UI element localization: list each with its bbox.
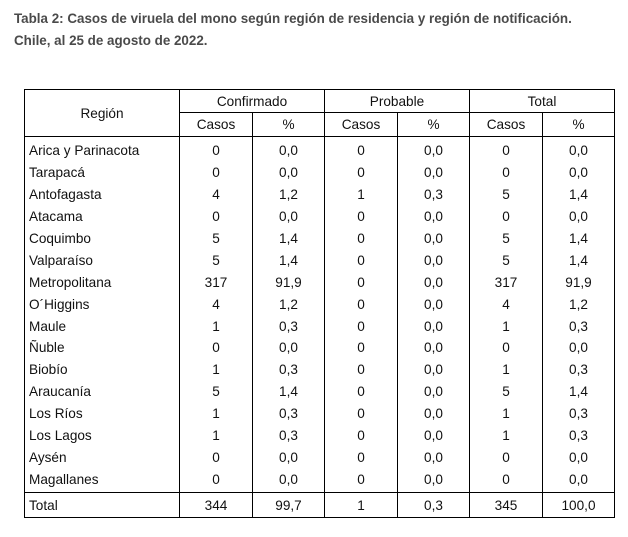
cell-tot-pct: 0,0 (543, 137, 615, 162)
cell-conf-casos: 1 (180, 403, 253, 425)
cell-prob-pct: 0,0 (398, 162, 470, 184)
header-confirmado: Confirmado (180, 90, 325, 113)
header-conf-casos: Casos (180, 113, 253, 137)
cell-prob-casos: 0 (325, 315, 398, 337)
cell-tot-pct: 0,0 (543, 206, 615, 228)
cell-conf-pct: 0,0 (253, 337, 325, 359)
cell-tot-casos: 1 (470, 425, 543, 447)
total-tot-casos: 345 (470, 493, 543, 518)
cell-conf-casos: 5 (180, 228, 253, 250)
header-prob-pct: % (398, 113, 470, 137)
cell-prob-casos: 0 (325, 249, 398, 271)
table-row (25, 403, 615, 425)
table-row (25, 315, 615, 337)
cell-conf-casos: 0 (180, 468, 253, 492)
cell-tot-pct: 0,0 (543, 337, 615, 359)
cell-tot-casos: 317 (470, 271, 543, 293)
table-row (25, 468, 615, 492)
cell-conf-casos: 0 (180, 446, 253, 468)
cell-prob-pct: 0,0 (398, 315, 470, 337)
header-region: Región (25, 90, 180, 137)
cell-prob-pct: 0,0 (398, 137, 470, 162)
cell-tot-pct: 1,4 (543, 381, 615, 403)
cell-prob-pct: 0,0 (398, 359, 470, 381)
cell-prob-pct: 0,0 (398, 403, 470, 425)
table-row (25, 446, 615, 468)
cell-prob-pct: 0,0 (398, 293, 470, 315)
cell-tot-casos: 4 (470, 293, 543, 315)
cell-conf-casos: 1 (180, 315, 253, 337)
cell-prob-pct: 0,3 (398, 184, 470, 206)
cell-tot-pct: 1,4 (543, 184, 615, 206)
cell-tot-pct: 1,4 (543, 228, 615, 250)
cell-tot-pct: 0,3 (543, 425, 615, 447)
cell-prob-casos: 0 (325, 381, 398, 403)
cell-conf-pct: 0,3 (253, 425, 325, 447)
cell-conf-pct: 0,0 (253, 446, 325, 468)
table-body (25, 137, 615, 493)
cell-region: Valparaíso (25, 249, 180, 271)
table-row (25, 271, 615, 293)
cell-prob-casos: 0 (325, 403, 398, 425)
total-prob-pct: 0,3 (398, 493, 470, 518)
total-conf-casos: 344 (180, 493, 253, 518)
table-row (25, 293, 615, 315)
cell-prob-pct: 0,0 (398, 206, 470, 228)
cell-tot-pct: 91,9 (543, 271, 615, 293)
caption-line-2: Chile, al 25 de agosto de 2022. (14, 33, 208, 48)
cell-conf-casos: 4 (180, 184, 253, 206)
cell-tot-casos: 0 (470, 137, 543, 162)
cell-tot-casos: 5 (470, 184, 543, 206)
cell-region: Magallanes (25, 468, 180, 492)
header-probable: Probable (325, 90, 470, 113)
cell-tot-casos: 0 (470, 468, 543, 492)
cell-tot-casos: 0 (470, 446, 543, 468)
total-row (25, 493, 615, 518)
cell-region: Biobío (25, 359, 180, 381)
cell-conf-casos: 5 (180, 381, 253, 403)
cell-prob-pct: 0,0 (398, 381, 470, 403)
cell-region: Los Lagos (25, 425, 180, 447)
total-prob-casos: 1 (325, 493, 398, 518)
cell-prob-casos: 0 (325, 359, 398, 381)
cell-tot-casos: 0 (470, 162, 543, 184)
cell-prob-casos: 0 (325, 337, 398, 359)
cell-conf-casos: 0 (180, 162, 253, 184)
table-header (25, 90, 615, 137)
cell-conf-pct: 0,0 (253, 468, 325, 492)
cell-tot-pct: 0,0 (543, 468, 615, 492)
cell-conf-pct: 0,3 (253, 359, 325, 381)
cell-prob-casos: 0 (325, 162, 398, 184)
cell-tot-pct: 0,0 (543, 446, 615, 468)
cell-region: Ñuble (25, 337, 180, 359)
cell-tot-pct: 1,4 (543, 249, 615, 271)
cell-conf-casos: 1 (180, 425, 253, 447)
cell-conf-casos: 4 (180, 293, 253, 315)
header-prob-casos: Casos (325, 113, 398, 137)
cell-conf-casos: 0 (180, 337, 253, 359)
cell-prob-pct: 0,0 (398, 228, 470, 250)
cell-conf-pct: 1,2 (253, 293, 325, 315)
table-row (25, 206, 615, 228)
cell-prob-pct: 0,0 (398, 337, 470, 359)
cell-region: Aysén (25, 446, 180, 468)
table-row (25, 137, 615, 162)
cell-conf-pct: 1,4 (253, 381, 325, 403)
cell-tot-casos: 1 (470, 403, 543, 425)
cell-prob-casos: 0 (325, 293, 398, 315)
cell-conf-pct: 1,4 (253, 249, 325, 271)
cell-conf-pct: 0,0 (253, 206, 325, 228)
table-row (25, 162, 615, 184)
cell-conf-pct: 1,4 (253, 228, 325, 250)
total-label: Total (25, 493, 180, 518)
cell-prob-pct: 0,0 (398, 446, 470, 468)
cell-prob-casos: 0 (325, 425, 398, 447)
cell-prob-pct: 0,0 (398, 249, 470, 271)
cell-conf-casos: 1 (180, 359, 253, 381)
cell-conf-pct: 0,0 (253, 162, 325, 184)
cell-prob-pct: 0,0 (398, 468, 470, 492)
header-tot-casos: Casos (470, 113, 543, 137)
cases-table (24, 89, 615, 518)
cell-tot-pct: 0,3 (543, 403, 615, 425)
header-total: Total (470, 90, 615, 113)
table-caption (14, 8, 620, 52)
cell-tot-pct: 0,3 (543, 359, 615, 381)
cell-prob-casos: 0 (325, 271, 398, 293)
cell-region: Maule (25, 315, 180, 337)
cell-tot-casos: 0 (470, 337, 543, 359)
cell-prob-pct: 0,0 (398, 271, 470, 293)
cell-prob-casos: 0 (325, 206, 398, 228)
cell-prob-casos: 1 (325, 184, 398, 206)
cell-tot-casos: 0 (470, 206, 543, 228)
cell-region: Metropolitana (25, 271, 180, 293)
cell-prob-casos: 0 (325, 468, 398, 492)
cell-conf-pct: 0,3 (253, 315, 325, 337)
caption-line-1: Tabla 2: Casos de viruela del mono según región de residencia y región de notificación. (14, 11, 572, 26)
cell-conf-casos: 317 (180, 271, 253, 293)
cell-region: O´Higgins (25, 293, 180, 315)
table-row (25, 249, 615, 271)
table-row (25, 425, 615, 447)
cell-prob-pct: 0,0 (398, 425, 470, 447)
cell-region: Araucanía (25, 381, 180, 403)
table-footer (25, 493, 615, 518)
cell-conf-casos: 5 (180, 249, 253, 271)
table-row (25, 228, 615, 250)
table-row (25, 337, 615, 359)
cell-tot-casos: 1 (470, 359, 543, 381)
cell-tot-casos: 1 (470, 315, 543, 337)
cell-region: Coquimbo (25, 228, 180, 250)
cell-tot-pct: 0,0 (543, 162, 615, 184)
cell-tot-pct: 0,3 (543, 315, 615, 337)
cell-conf-pct: 91,9 (253, 271, 325, 293)
table-row (25, 381, 615, 403)
header-conf-pct: % (253, 113, 325, 137)
cell-tot-pct: 1,2 (543, 293, 615, 315)
header-tot-pct: % (543, 113, 615, 137)
table-row (25, 184, 615, 206)
table-row (25, 359, 615, 381)
cell-prob-casos: 0 (325, 137, 398, 162)
cell-prob-casos: 0 (325, 446, 398, 468)
cell-region: Los Ríos (25, 403, 180, 425)
cell-region: Tarapacá (25, 162, 180, 184)
cell-tot-casos: 5 (470, 249, 543, 271)
cell-tot-casos: 5 (470, 381, 543, 403)
total-tot-pct: 100,0 (543, 493, 615, 518)
cell-conf-pct: 1,2 (253, 184, 325, 206)
cell-conf-casos: 0 (180, 206, 253, 228)
cell-prob-casos: 0 (325, 228, 398, 250)
cell-tot-casos: 5 (470, 228, 543, 250)
cell-region: Arica y Parinacota (25, 137, 180, 162)
cell-conf-pct: 0,0 (253, 137, 325, 162)
cell-conf-pct: 0,3 (253, 403, 325, 425)
cell-region: Atacama (25, 206, 180, 228)
total-conf-pct: 99,7 (253, 493, 325, 518)
cell-conf-casos: 0 (180, 137, 253, 162)
cell-region: Antofagasta (25, 184, 180, 206)
